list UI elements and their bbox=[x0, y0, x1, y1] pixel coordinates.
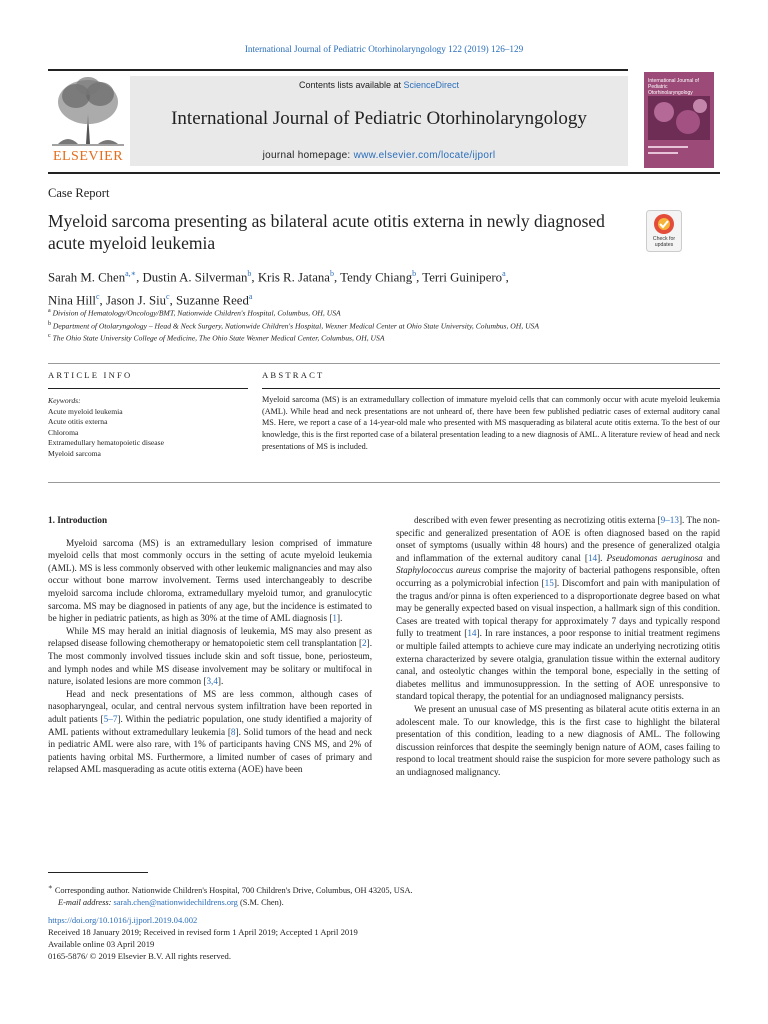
abstract-divider bbox=[48, 482, 720, 483]
author-affiliation-marker[interactable]: c bbox=[166, 292, 170, 302]
author-affiliation-marker[interactable]: a bbox=[502, 269, 506, 278]
doi-link[interactable]: https://doi.org/10.1016/j.ijporl.2019.04.002 bbox=[48, 915, 198, 925]
paragraph-text: ]. Solid tumors of the head and neck in pediatric AML were also rare, with 1% of participants having CNS MS, and 2% of patients having orbital MS. Furthermore, a limited number of cases of primary and relapsed AML masquerading as acute otitis externa (AOE) have been bbox=[48, 726, 373, 775]
affiliation bbox=[48, 306, 688, 319]
footnote-rule bbox=[48, 872, 148, 873]
keywords-block bbox=[48, 396, 248, 459]
abstract-rule bbox=[262, 388, 720, 389]
paragraph-text: ]. bbox=[597, 552, 607, 563]
keywords-label: Keywords: bbox=[48, 396, 81, 405]
author-affiliation-marker[interactable]: a,∗ bbox=[125, 269, 137, 278]
paragraph-text: ]. bbox=[337, 613, 343, 624]
sciencedirect-link[interactable]: ScienceDirect bbox=[403, 80, 460, 90]
contents-line bbox=[130, 80, 628, 90]
corresponding-text: Corresponding author. Nationwide Children's Hospital, 700 Children's Drive, Columbus, OH 43205, USA. bbox=[54, 885, 413, 895]
author-name[interactable]: Jason J. Siu bbox=[105, 293, 167, 308]
journal-title: International Journal of Pediatric Otorhinolaryngology bbox=[171, 108, 587, 129]
email-suffix: (S.M. Chen). bbox=[237, 898, 284, 908]
citation-link[interactable]: 1 bbox=[332, 613, 338, 624]
publication-info bbox=[48, 914, 688, 962]
author-separator: , bbox=[169, 293, 177, 308]
abstract-heading: ABSTRACT bbox=[262, 370, 325, 380]
paragraph-text: ]. Within the pediatric population, one study identified a majority of AML patients without extramedullary leukemia [ bbox=[48, 713, 372, 737]
body-paragraph bbox=[48, 625, 372, 688]
author-separator: , bbox=[99, 293, 106, 308]
author-separator: , bbox=[505, 270, 509, 285]
author-affiliation-marker[interactable]: b bbox=[412, 269, 417, 278]
body-paragraph bbox=[48, 537, 372, 625]
left-paragraphs bbox=[48, 537, 372, 776]
author-name[interactable]: Terri Guinipero bbox=[422, 270, 503, 285]
affiliation-marker: a bbox=[48, 308, 51, 314]
paragraph-text: We present an unusual case of MS presenting as bilateral acute otitis externa in an adolescent male. To our knowledge, this is the first case to highlight the bilateral presentation of this condition, leading to a new diagnosis of AML. The following discussion reinforces that despite the seemingly benign nature of AOM, cases failing to respond to local treatment should raise the suspicion for more severe pathology such as an undiagnosed malignancy. bbox=[396, 703, 720, 777]
paragraph-text: ]. In rare instances, a poor response to initial treatment regimens or multiple failed attempts to achieve cure may indicate an underlying necrotizing otitis externa characterized by severe otalgia, granulation tissue within the external auditory canal, and osteolytic changes within the temporal bone, especially in the setting of diabetes mellitus and immunosuppression. In the setting of AOE unresponsive to standard topical therapy, the potential for an undiagnosed malignancy persists. bbox=[396, 628, 721, 702]
author-affiliation-marker[interactable]: b bbox=[329, 269, 334, 278]
citation-link[interactable]: 3,4 bbox=[206, 676, 218, 687]
right-paragraphs bbox=[396, 514, 720, 778]
article-type: Case Report bbox=[48, 186, 110, 200]
author-list bbox=[48, 264, 668, 311]
cover-title: International Journal of Pediatric Otorhinolaryngology bbox=[648, 78, 699, 96]
author-affiliation-marker[interactable]: c bbox=[95, 292, 100, 302]
section-heading: 1. Introduction bbox=[48, 515, 108, 525]
body-column-right bbox=[396, 514, 720, 778]
paragraph-text: ]. Discomfort and pain with manipulation of the tragus and/or pinna is often experienced to a disproportionate degree based on what may be generally expected based on visual inspection, a hallmark sign of this condition. Cases are treated with topical therapy for approximately 7 days and typically respond fully to treatment [ bbox=[396, 577, 720, 639]
affiliation-text: The Ohio State University College of Medicine, The Ohio State Wexner Medical Center, Columbus, OH, USA bbox=[50, 333, 385, 343]
journal-homepage-line bbox=[130, 150, 628, 161]
check-for-updates-badge[interactable] bbox=[646, 210, 682, 252]
affiliation-list bbox=[48, 306, 688, 344]
species-name: Staphylococcus aureus bbox=[396, 565, 481, 576]
affiliation-marker: b bbox=[48, 320, 51, 327]
abstract-text: Myeloid sarcoma (MS) is an extramedullary collection of immature myeloid cells that can commonly occur with acute myeloid leukemia (AML). While head and neck presentations are not unheard of, there have been few published pediatric cases of external auditory canal MS. Here, we report a case of a 14-year-old male who presented with MS masquerading as bilateral acute otitis externa. To the best of our knowledge, this is the first reported case of a bilateral presentation leading to a new diagnosis of AML. A literature review of head and neck presentations of MS is included. bbox=[262, 395, 720, 451]
crossmark-label: Check for updates bbox=[652, 236, 676, 248]
article-info-heading: ARTICLE INFO bbox=[48, 370, 133, 380]
body-paragraph bbox=[396, 514, 720, 703]
paragraph-text: ]. The non-specific and generalized presentation of AOE is often diagnosed based on the rapid onset of symptoms (usually within 48 hours) and the presence of generalized otalgia and inflammation of the external auditory canal [ bbox=[396, 515, 720, 563]
paragraph-text: and bbox=[702, 552, 720, 563]
paragraph-text: described with even fewer presenting as necrotizing otitis externa [ bbox=[414, 515, 661, 525]
email-link[interactable]: sarah.chen@nationwidechildrens.org bbox=[113, 898, 238, 908]
author-affiliation-marker[interactable]: b bbox=[247, 269, 252, 278]
paragraph-text: ]. bbox=[217, 676, 224, 687]
section-divider bbox=[48, 363, 720, 364]
keyword: Acute otitis externa bbox=[48, 417, 108, 426]
author-name[interactable]: Sarah M. Chen bbox=[48, 270, 126, 285]
affiliation bbox=[48, 319, 688, 332]
available-online: Available online 03 April 2019 bbox=[48, 939, 155, 949]
species-name: Pseudomonas aeruginosa bbox=[606, 552, 703, 563]
author-name[interactable]: Nina Hill bbox=[48, 293, 96, 308]
paragraph-text: ]. The most commonly involved tissues include skin and soft tissue, bone, periosteum, and lymph nodes and while MS disease involvement may be solitary or multifocal in nature, isolated lesions are more common [ bbox=[48, 638, 372, 687]
author-name[interactable]: Tendy Chiang bbox=[340, 270, 413, 285]
citation-link[interactable]: 14 bbox=[587, 552, 598, 563]
journal-homepage-link[interactable]: www.elsevier.com/locate/ijporl bbox=[353, 150, 496, 161]
citation-link[interactable]: 14 bbox=[467, 628, 477, 639]
paragraph-text: Myeloid sarcoma (MS) is an extramedullary lesion comprised of immature myeloid cells that most commonly occurs in the setting of acute myeloid leukemia (AML). MS is less commonly observed with other leukemic malignancies and may also occur without bone marrow involvement. Terms used interchangeably to describe myeloid sarcoma include chloroma, extramedullary myeloid tumor, and granulocytic sarcoma. MS may be diagnosed in patients of any age, but the incidence is estimated to be higher in pediatric patients, as high as 30% at the time of AML diagnosis [ bbox=[48, 537, 372, 624]
paragraph-text: Head and neck presentations of MS are less common, although cases of nasopharyngeal, ocular, and central nervous system infiltration have been reported in adult patients [ bbox=[48, 688, 372, 724]
article-info-rule bbox=[48, 388, 248, 389]
footnote-marker: ∗ bbox=[48, 883, 53, 891]
corresponding-author-footnote bbox=[48, 881, 688, 910]
homepage-prefix: journal homepage: bbox=[262, 150, 354, 161]
author-name[interactable]: Kris R. Jatana bbox=[257, 270, 330, 285]
header-rule-top bbox=[48, 69, 628, 71]
paragraph-text: While MS may herald an initial diagnosis of leukemia, MS may also present as relapsed disease following chemotherapy or hematopoietic stem cell transplantation [ bbox=[48, 625, 372, 649]
body-paragraph bbox=[48, 688, 372, 776]
author-name[interactable]: Suzanne Reed bbox=[176, 293, 249, 308]
keyword: Chloroma bbox=[48, 427, 79, 437]
journal-citation-link[interactable]: International Journal of Pediatric Otorhinolaryngology 122 (2019) 126–129 bbox=[244, 44, 524, 54]
body-paragraph bbox=[396, 703, 720, 779]
citation-link[interactable]: 15 bbox=[544, 577, 554, 588]
author-separator: , bbox=[136, 270, 143, 285]
header-rule-bottom bbox=[48, 172, 720, 174]
article-title: Myeloid sarcoma presenting as bilateral acute otitis externa in newly diagnosed acute myeloid leukemia bbox=[48, 211, 605, 253]
citation-link[interactable]: 2 bbox=[362, 638, 367, 649]
keyword: Extramedullary hematopoietic disease bbox=[48, 438, 164, 447]
author-separator: , bbox=[416, 270, 423, 285]
received-dates: Received 18 January 2019; Received in revised form 1 April 2019; Accepted 1 April 2019 bbox=[48, 927, 358, 937]
citation-link[interactable]: 5–7 bbox=[103, 713, 118, 724]
keyword: Myeloid sarcoma bbox=[48, 448, 101, 458]
citation-link[interactable]: 9–13 bbox=[660, 515, 679, 525]
email-label: E-mail address: bbox=[58, 898, 112, 908]
affiliation-text: Division of Hematology/Oncology/BMT, Nationwide Children's Hospital, Columbus, OH, USA bbox=[50, 308, 341, 318]
keyword: Acute myeloid leukemia bbox=[48, 406, 123, 416]
author-separator: , bbox=[333, 270, 341, 285]
copyright: 0165-5876/ © 2019 Elsevier B.V. All rights reserved. bbox=[48, 951, 231, 961]
author-affiliation-marker[interactable]: a bbox=[248, 292, 253, 302]
citation-link[interactable]: 8 bbox=[230, 726, 236, 737]
elsevier-wordmark: ELSEVIER bbox=[52, 149, 124, 164]
contents-prefix: Contents lists available at bbox=[298, 80, 404, 90]
author-separator: , bbox=[251, 270, 258, 285]
paragraph-text: comprise the majority of bacterial pathogens responsible, often occurring as a polymicrobial infection [ bbox=[396, 565, 720, 588]
author-name[interactable]: Dustin A. Silverman bbox=[142, 270, 248, 285]
journal-cover-thumbnail[interactable] bbox=[644, 72, 714, 168]
affiliation-text: Department of Otolaryngology – Head & Neck Surgery, Nationwide Children's Hospital, Wexner Medical Center at Ohio State University, Columbus, OH, USA bbox=[51, 321, 539, 331]
affiliation-marker: c bbox=[48, 333, 51, 340]
body-column-left bbox=[48, 514, 372, 776]
affiliation bbox=[48, 331, 688, 344]
